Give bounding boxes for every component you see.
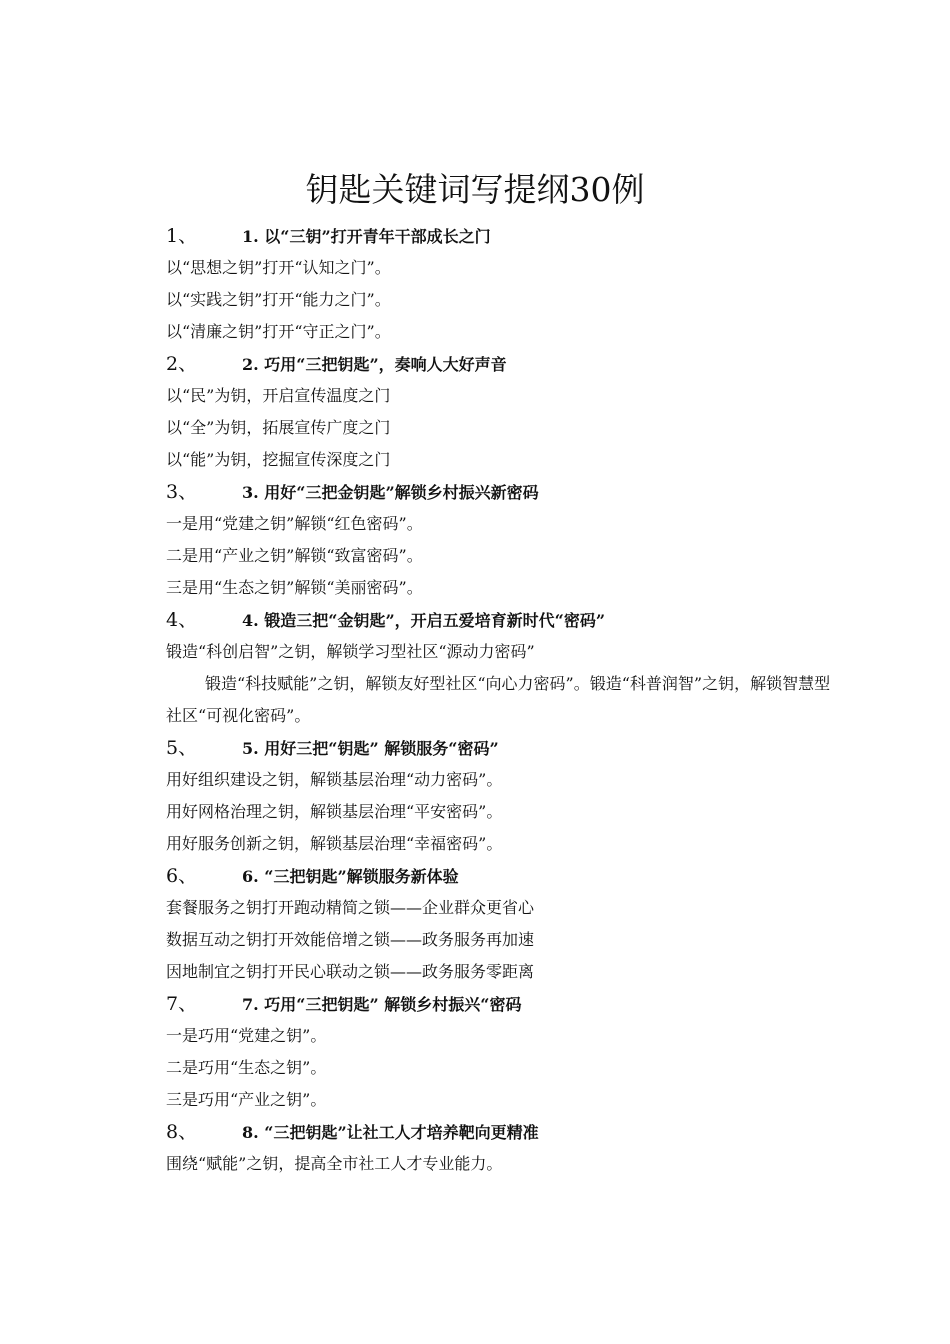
item-heading: 5. 用好三把“钥匙” 解锁服务“密码” — [242, 739, 499, 758]
item-5-header — [166, 732, 836, 764]
item-line: 以“民”为钥，开启宣传温度之门 — [166, 386, 391, 405]
item-line: 三是巧用“产业之钥”。 — [166, 1090, 327, 1109]
item-line: 以“能”为钥，挖掘宣传深度之门 — [166, 450, 391, 469]
item-number: 8、 — [166, 1121, 198, 1143]
item-line: 二是用“产业之钥”解锁“致富密码”。 — [166, 546, 423, 565]
item-heading: 7. 巧用“三把钥匙” 解锁乡村振兴“密码 — [242, 995, 522, 1014]
item-number: 1、 — [166, 225, 198, 247]
item-line: 以“实践之钥”打开“能力之门”。 — [166, 290, 391, 309]
item-line: 用好网格治理之钥，解锁基层治理“平安密码”。 — [166, 802, 503, 821]
item-7-header — [166, 988, 836, 1020]
item-line: 一是巧用“党建之钥”。 — [166, 1026, 327, 1045]
item-number: 3、 — [166, 481, 198, 503]
item-line: 数据互动之钥打开效能倍增之锁——政务服务再加速 — [166, 930, 535, 949]
item-heading: 1. 以“三钥”打开青年干部成长之门 — [242, 227, 491, 246]
item-heading: 3. 用好“三把金钥匙”解锁乡村振兴新密码 — [242, 483, 539, 502]
item-line: 套餐服务之钥打开跑动精简之锁——企业群众更省心 — [166, 898, 535, 917]
item-3-header — [166, 476, 836, 508]
document-title: 钥匙关键词写提纲30例 — [305, 170, 645, 209]
item-line: 因地制宜之钥打开民心联动之锁——政务服务零距离 — [166, 962, 535, 981]
item-heading: 2. 巧用“三把钥匙”，奏响人大好声音 — [242, 355, 507, 374]
item-paragraph: 锻造“科技赋能”之钥，解锁友好型社区“向心力密码”。锻造“科普润智”之钥，解锁智慧型社区“可视化密码”。 — [166, 674, 831, 725]
item-line: 三是用“生态之钥”解锁“美丽密码”。 — [166, 578, 423, 597]
item-line: 用好服务创新之钥，解锁基层治理“幸福密码”。 — [166, 834, 503, 853]
item-line: 以“清廉之钥”打开“守正之门”。 — [166, 322, 391, 341]
item-8-header — [166, 1116, 836, 1148]
item-line: 二是巧用“生态之钥”。 — [166, 1058, 327, 1077]
item-number: 5、 — [166, 737, 198, 759]
item-number: 6、 — [166, 865, 198, 887]
document-body — [166, 220, 836, 1180]
item-line: 围绕“赋能”之钥，提高全市社工人才专业能力。 — [166, 1154, 503, 1173]
item-4-header — [166, 604, 836, 636]
item-heading: 4. 锻造三把“金钥匙”，开启五爱培育新时代“密码” — [242, 611, 606, 630]
item-1-header — [166, 220, 836, 252]
item-number: 4、 — [166, 609, 198, 631]
item-2-header — [166, 348, 836, 380]
item-line: 一是用“党建之钥”解锁“红色密码”。 — [166, 514, 423, 533]
item-number: 7、 — [166, 993, 198, 1015]
item-heading: 6. “三把钥匙”解锁服务新体验 — [242, 867, 459, 886]
item-heading: 8. “三把钥匙”让社工人才培养靶向更精准 — [242, 1123, 539, 1142]
item-line: 锻造“科创启智”之钥，解锁学习型社区“源动力密码” — [166, 642, 535, 661]
item-number: 2、 — [166, 353, 198, 375]
item-line: 以“思想之钥”打开“认知之门”。 — [166, 258, 391, 277]
item-line: 用好组织建设之钥，解锁基层治理“动力密码”。 — [166, 770, 503, 789]
item-line: 以“全”为钥，拓展宣传广度之门 — [166, 418, 391, 437]
item-6-header — [166, 860, 836, 892]
